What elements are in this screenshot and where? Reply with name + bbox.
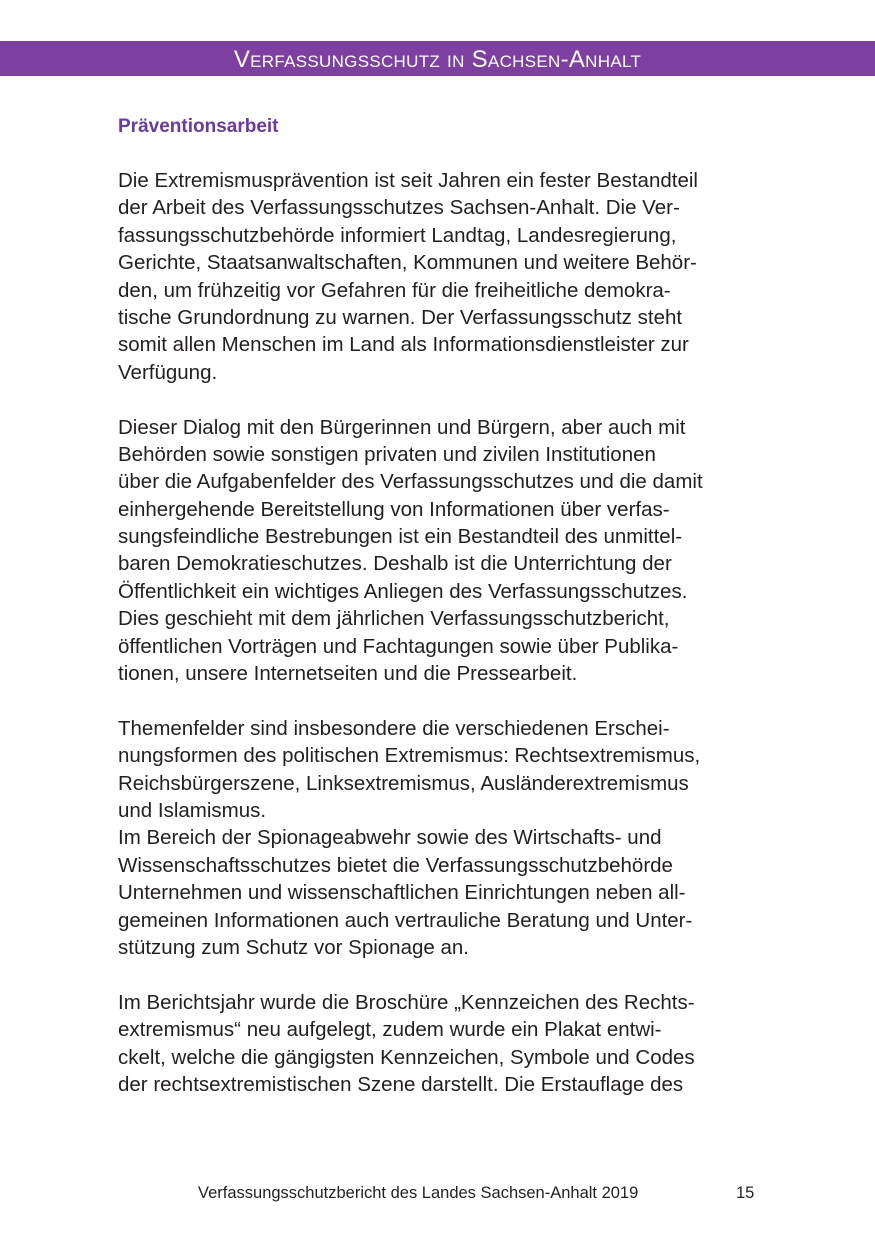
text-line: Wissenschaftsschutzes bietet die Verfassungsschutzbehörde bbox=[118, 853, 673, 877]
text-line: tionen, unsere Internetseiten und die Pressearbeit. bbox=[118, 662, 578, 686]
text-line: Behörden sowie sonstigen privaten und zivilen Institutionen bbox=[118, 442, 656, 466]
text-line: sungsfeindliche Bestrebungen ist ein Bestandteil des unmittel- bbox=[118, 525, 683, 549]
footer-report-title: Verfassungsschutzbericht des Landes Sachsen-Anhalt 2019 bbox=[198, 1184, 639, 1202]
text-line: der Arbeit des Verfassungsschutzes Sachsen-Anhalt. Die Ver- bbox=[118, 196, 680, 220]
text-line: tische Grundordnung zu warnen. Der Verfassungsschutz steht bbox=[118, 305, 683, 329]
text-line: Dies geschieht mit dem jährlichen Verfassungsschutzbericht, bbox=[118, 607, 670, 631]
text-line: über die Aufgabenfelder des Verfassungsschutzes und die damit bbox=[118, 470, 703, 494]
spacer bbox=[118, 386, 778, 413]
page-content bbox=[118, 111, 778, 1098]
text-line: Verfügung. bbox=[118, 360, 218, 384]
page-number: 15 bbox=[736, 1184, 755, 1202]
spacer bbox=[118, 143, 778, 167]
text-line: Themenfelder sind insbesondere die verschiedenen Erschei- bbox=[118, 716, 670, 740]
text-line: der rechtsextremistischen Szene darstellt. Die Erstauflage des bbox=[118, 1072, 684, 1096]
text-line: fassungsschutzbehörde informiert Landtag, Landesregierung, bbox=[118, 223, 677, 247]
text-line: Die Extremismusprävention ist seit Jahren ein fester Bestandteil bbox=[118, 169, 698, 192]
text-line: baren Demokratieschutzes. Deshalb ist die Unterrichtung der bbox=[118, 552, 672, 576]
text-line: Im Berichtsjahr wurde die Broschüre „Kennzeichen des Rechts- bbox=[118, 990, 695, 1014]
text-line: Öffentlichkeit ein wichtiges Anliegen des Verfassungsschutzes. bbox=[118, 579, 688, 603]
text-line: Unternehmen und wissenschaftlichen Einrichtungen neben all- bbox=[118, 881, 686, 905]
text-line: stützung zum Schutz vor Spionage an. bbox=[118, 935, 469, 959]
header-band bbox=[0, 41, 875, 76]
paragraph-2 bbox=[118, 414, 778, 688]
text-line: Im Bereich der Spionageabwehr sowie des Wirtschafts- und bbox=[118, 826, 662, 850]
text-line: einhergehende Bereitstellung von Informationen über verfas- bbox=[118, 497, 670, 521]
text-line: Gerichte, Staatsanwaltschaften, Kommunen und weitere Behör- bbox=[118, 251, 697, 275]
paragraph-4 bbox=[118, 989, 778, 1099]
spacer bbox=[118, 961, 778, 988]
text-line: nungsformen des politischen Extremismus: Rechtsextremismus, bbox=[118, 744, 701, 768]
text-line: extremismus“ neu aufgelegt, zudem wurde ein Plakat entwi- bbox=[118, 1018, 662, 1042]
text-line: ckelt, welche die gängigsten Kennzeichen, Symbole und Codes bbox=[118, 1045, 695, 1069]
spacer bbox=[118, 687, 778, 714]
paragraph-1 bbox=[118, 167, 778, 386]
text-line: Dieser Dialog mit den Bürgerinnen und Bürgern, aber auch mit bbox=[118, 415, 686, 439]
text-line: den, um frühzeitig vor Gefahren für die freiheitliche demokra- bbox=[118, 278, 671, 302]
text-line: Reichsbürgerszene, Linksextremismus, Ausländerextremismus bbox=[118, 771, 689, 795]
text-line: öffentlichen Vorträgen und Fachtagungen sowie über Publika- bbox=[118, 634, 679, 658]
text-line: somit allen Menschen im Land als Informationsdienstleister zur bbox=[118, 333, 689, 357]
text-line: gemeinen Informationen auch vertrauliche Beratung und Unter- bbox=[118, 908, 693, 932]
section-heading: Präventionsarbeit bbox=[118, 116, 279, 137]
text-line: und Islamismus. bbox=[118, 798, 267, 822]
page-header-title: Verfassungsschutz in Sachsen-Anhalt bbox=[233, 46, 642, 73]
paragraph-3 bbox=[118, 715, 778, 962]
